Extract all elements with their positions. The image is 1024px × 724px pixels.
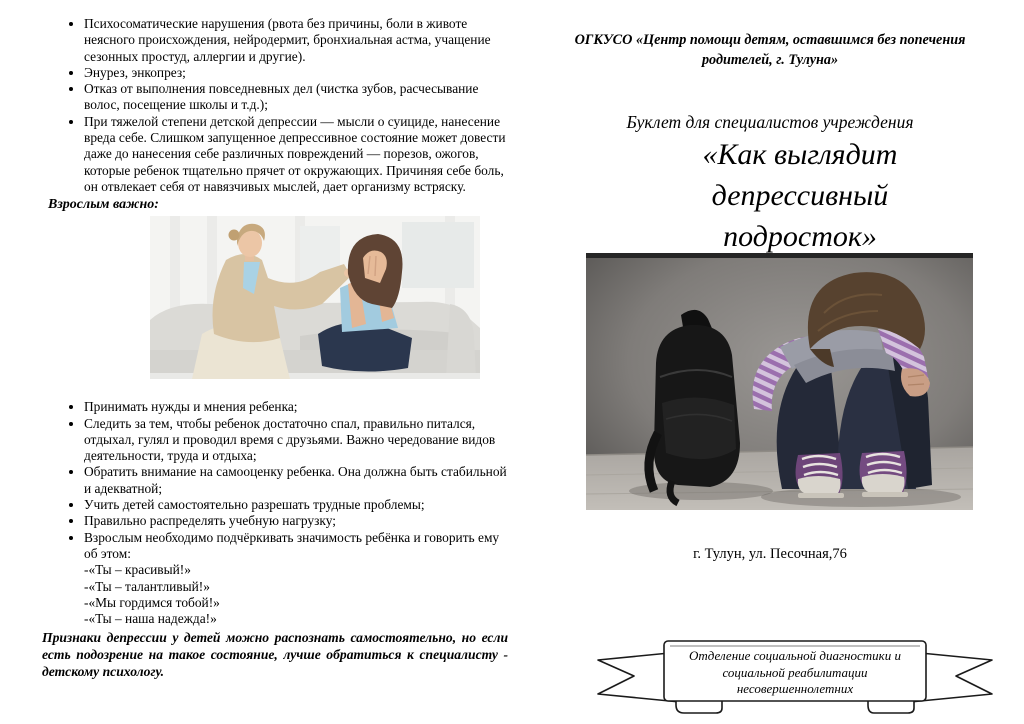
advice-list <box>40 399 510 627</box>
counseling-photo-illustration <box>150 216 480 379</box>
adults-heading: Взрослым важно: <box>48 197 159 213</box>
list-item <box>84 530 510 628</box>
closing-note: Признаки депрессии у детей можно распознать самостоятельно, но если есть подозрение на такое состояние, лучше обратиться к специалисту - детскому психологу. <box>42 630 508 680</box>
list-item: • Отказ от выполнения повседневных дел (чистка зубов, расчесывание волос, посещение школы и т.д.); <box>84 81 510 114</box>
quote-line: -«Ты – наша надежда!» <box>84 611 217 627</box>
list-item: • При тяжелой степени детской депрессии — мысли о суициде, нанесение вреда себе. Слишком запущенное депрессивное состояние может довести даже до нанесения себе различных повреждений — порезов, ожогов, которые ребенок тщательно прячет от окружающих. Причиняя себе боль, он отвлекает себя от навязчивых мыслей, дает организму встряску. <box>84 114 510 195</box>
sad-teen-photo <box>586 253 973 510</box>
list-item: • Энурез, энкопрез; <box>84 65 510 81</box>
organization-name: ОГКУСО «Центр помощи детям, оставшимся без попечения родителей, г. Тулуна» <box>574 32 966 68</box>
booklet-subtitle: Буклет для специалистов учреждения <box>626 112 914 132</box>
list-item: • Принимать нужды и мнения ребенка; <box>84 399 510 415</box>
list-item: • Учить детей самостоятельно разрешать трудные проблемы; <box>84 497 510 513</box>
booklet-title: «Как выглядит депрессивный подросток» <box>702 138 898 253</box>
quote-line: -«Ты – талантливый!» <box>84 578 210 594</box>
quote-line: -«Ты – красивый!» <box>84 562 191 578</box>
right-page <box>540 0 1000 724</box>
list-item: • Обратить внимание на самооценку ребенка. Она должна быть стабильной и адекватной; <box>84 464 510 497</box>
left-page <box>40 16 510 680</box>
list-item: • Следить за тем, чтобы ребенок достаточно спал, правильно питался, отдыхал, гулял и проводил время с друзьями. Важно чередование видов деятельности, труда и отдыха; <box>84 416 510 465</box>
list-item: • Правильно распределять учебную нагрузку; <box>84 513 510 529</box>
symptom-list <box>40 16 510 195</box>
quote-line: -«Мы гордимся тобой!» <box>84 594 220 610</box>
sad-teen-photo-illustration <box>586 253 973 510</box>
list-item: • Психосоматические нарушения (рвота без причины, боли в животе неясного происхождения, нейродермит, бронхиальная астма, учащение сезонных простуд, аллергии и другие). <box>84 16 510 65</box>
address: г. Тулун, ул. Песочная,76 <box>693 546 847 562</box>
ribbon-text: Отделение социальной диагностики и социальной реабилитации несовершеннолетних <box>688 648 901 697</box>
advice-text: Взрослым необходимо подчёркивать значимость ребёнка и говорить ему об этом: <box>84 529 500 561</box>
counseling-photo <box>150 216 480 379</box>
ribbon-banner <box>590 636 1000 716</box>
encouragement-quotes <box>84 562 510 627</box>
